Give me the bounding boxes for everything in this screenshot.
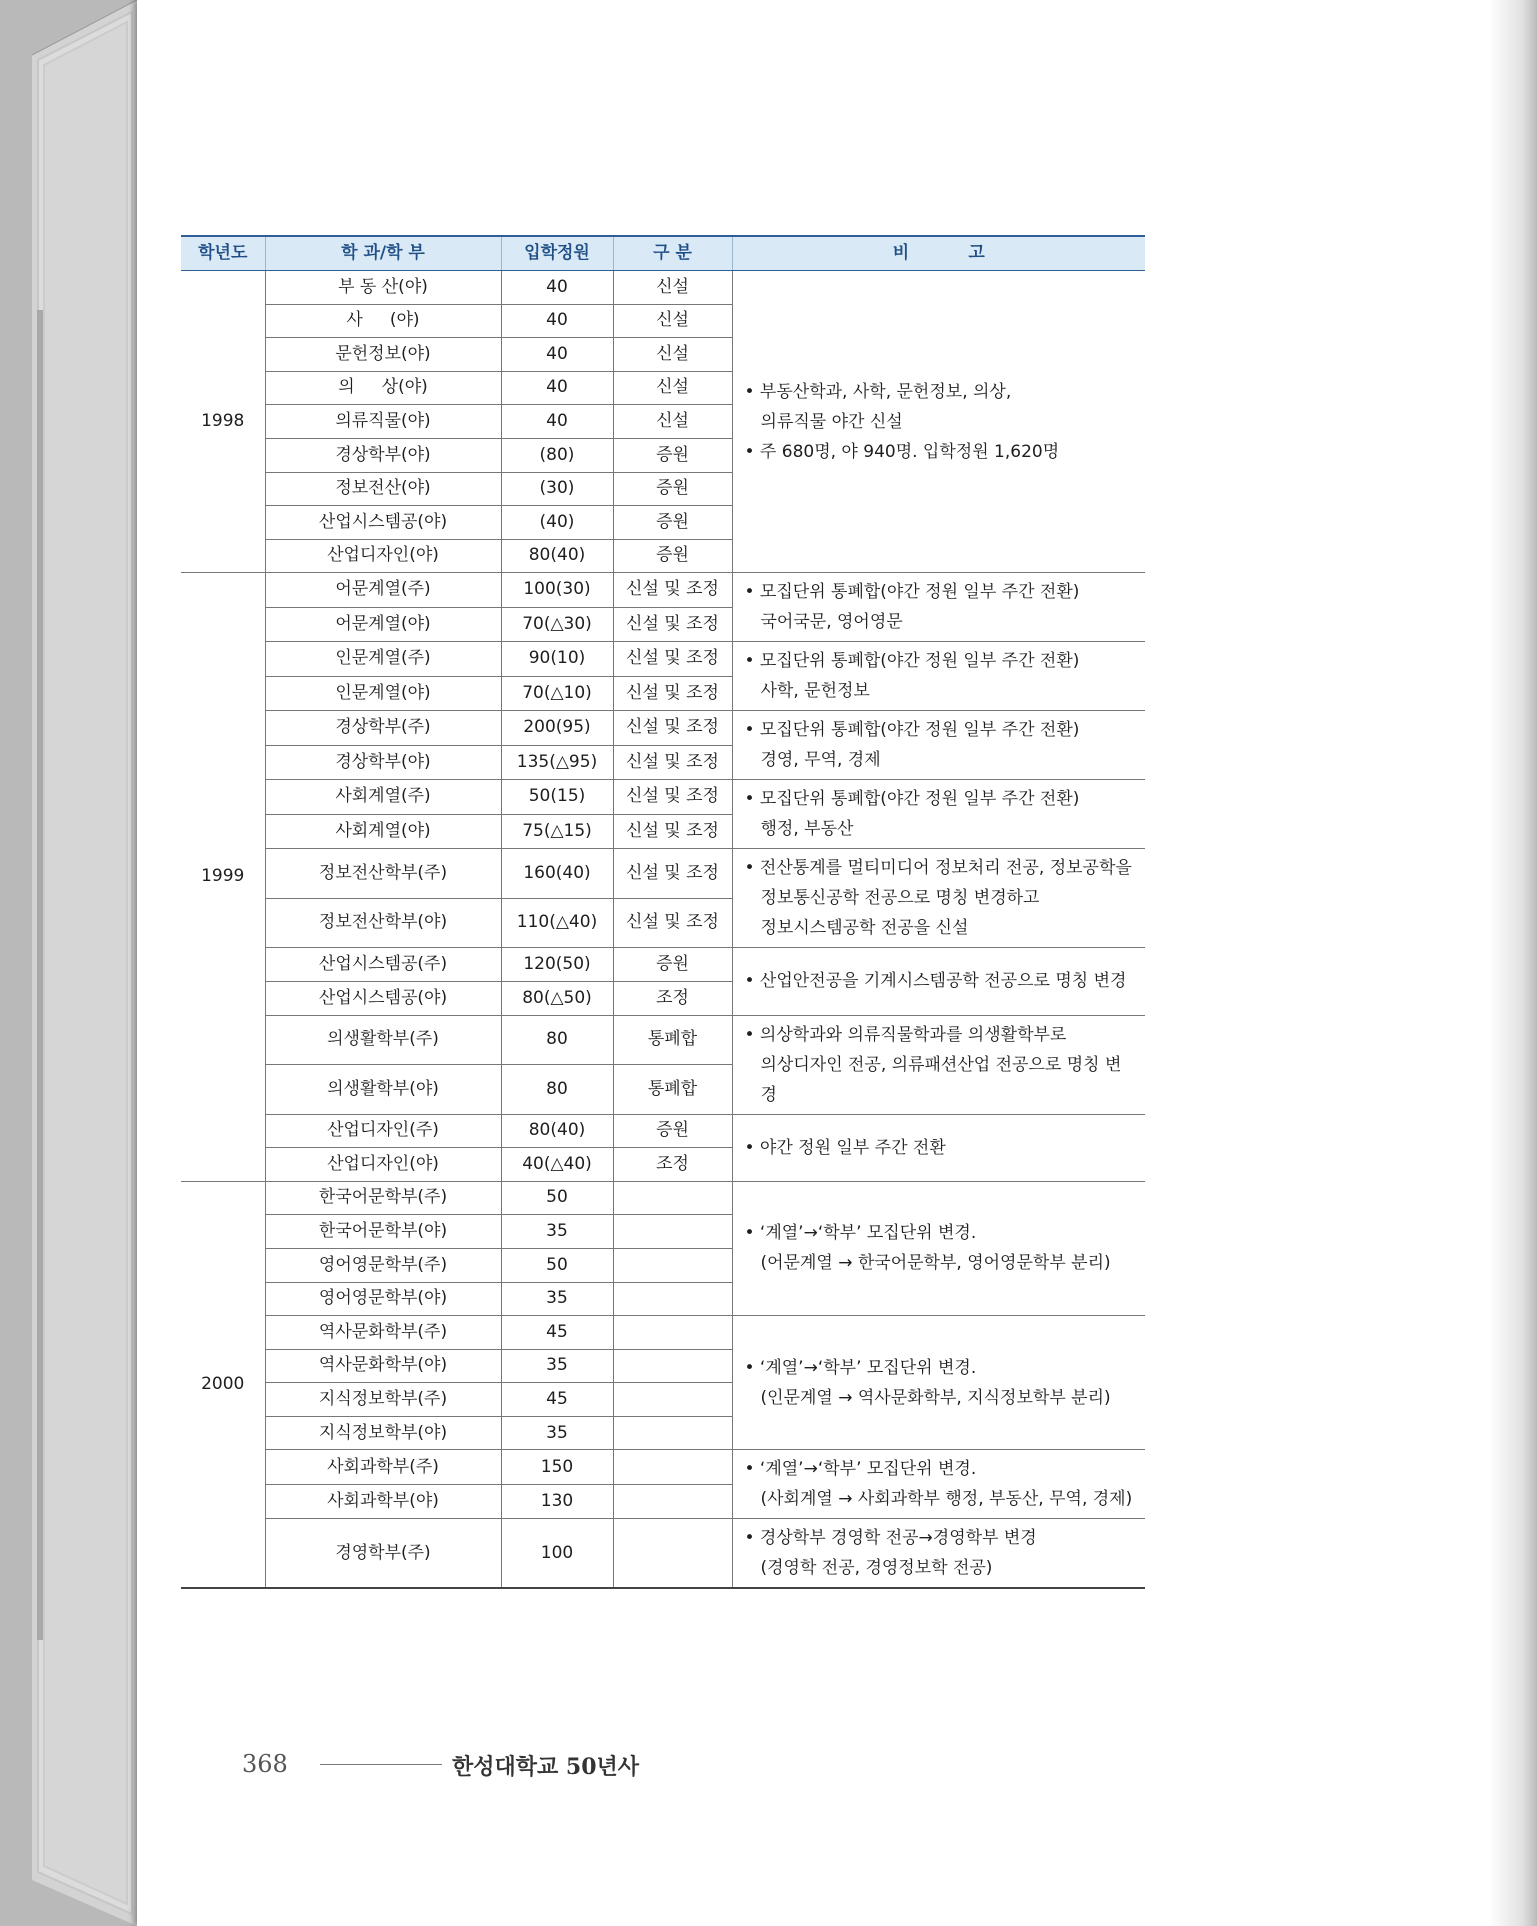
category-cell: 통폐합 [613, 1015, 732, 1065]
remarks-cell [732, 849, 1145, 948]
remarks-cell [732, 1015, 1145, 1114]
quota-cell: 80(40) [501, 1114, 613, 1148]
department-cell: 영어영문학부(주) [265, 1248, 501, 1282]
category-cell: 신설 및 조정 [613, 642, 732, 677]
year-cell: 2000 [181, 1181, 265, 1588]
remarks-line: • ‘계열’→‘학부’ 모집단위 변경. [744, 1459, 977, 1480]
page-stack-edge [32, 0, 142, 1926]
category-cell [613, 1349, 732, 1383]
category-cell: 증원 [613, 472, 732, 506]
quota-cell: 100 [501, 1519, 613, 1589]
remarks-line: • 전산통계를 멀티미디어 정보처리 전공, 정보공학을 [744, 858, 1132, 879]
quota-cell: 70(△30) [501, 607, 613, 642]
year-cell: 1999 [181, 573, 265, 1181]
quota-cell: 120(50) [501, 948, 613, 982]
remarks-line: • 모집단위 통폐합(야간 정원 일부 주간 전환) [744, 720, 1080, 741]
quota-cell: 50 [501, 1181, 613, 1215]
department-cell: 산업디자인(야) [265, 539, 501, 573]
category-cell: 신설 및 조정 [613, 745, 732, 780]
table-row [181, 948, 1145, 982]
remarks-cell [732, 271, 1145, 573]
quota-cell: 90(10) [501, 642, 613, 677]
department-cell: 역사문화학부(주) [265, 1316, 501, 1350]
quota-cell: 40 [501, 338, 613, 372]
category-cell [613, 1282, 732, 1316]
remarks-cell [732, 780, 1145, 849]
header-department: 학 과/학 부 [265, 236, 501, 271]
department-cell: 의생활학부(주) [265, 1015, 501, 1065]
category-cell [613, 1484, 732, 1519]
quota-cell: 80(△50) [501, 981, 613, 1015]
table-row [181, 1450, 1145, 1485]
department-cell: 인문계열(주) [265, 642, 501, 677]
remarks-cell [732, 1519, 1145, 1589]
header-category: 구 분 [613, 236, 732, 271]
remarks-line: 행정, 부동산 [760, 819, 854, 840]
quota-cell: 75(△15) [501, 814, 613, 849]
page-number: 368 [242, 1750, 288, 1778]
remarks-cell [732, 948, 1145, 1015]
quota-cell: 40 [501, 371, 613, 405]
remarks-line: 의상디자인 전공, 의류패션산업 전공으로 명칭 변경 [760, 1054, 1122, 1105]
department-cell: 어문계열(주) [265, 573, 501, 608]
category-cell: 신설 및 조정 [613, 676, 732, 711]
category-cell [613, 1248, 732, 1282]
quota-cell: 35 [501, 1282, 613, 1316]
table-row [181, 271, 1145, 305]
category-cell: 증원 [613, 948, 732, 982]
quota-cell: 35 [501, 1416, 613, 1450]
department-cell: 정보전산학부(주) [265, 849, 501, 899]
remarks-line: 의류직물 야간 신설 [760, 411, 903, 432]
category-cell: 신설 및 조정 [613, 573, 732, 608]
remarks-line: 정보통신공학 전공으로 명칭 변경하고 [760, 888, 1040, 909]
remarks-line: (어문계열 → 한국어문학부, 영어영문학부 분리) [760, 1253, 1111, 1274]
remarks-line: (경영학 전공, 경영정보학 전공) [760, 1558, 993, 1579]
remarks-line: • 산업안전공을 기계시스템공학 전공으로 명칭 변경 [744, 971, 1127, 992]
remarks-line: • ‘계열’→‘학부’ 모집단위 변경. [744, 1223, 977, 1244]
table-row [181, 711, 1145, 746]
table-row [181, 1181, 1145, 1215]
department-cell: 의류직물(야) [265, 405, 501, 439]
table-row [181, 1316, 1145, 1350]
category-cell: 증원 [613, 506, 732, 540]
category-cell [613, 1416, 732, 1450]
quota-cell: 50(15) [501, 780, 613, 815]
quota-cell: (80) [501, 438, 613, 472]
department-cell: 문헌정보(야) [265, 338, 501, 372]
quota-cell: (30) [501, 472, 613, 506]
category-cell [613, 1316, 732, 1350]
category-cell: 신설 및 조정 [613, 849, 732, 899]
remarks-line: (인문계열 → 역사문화학부, 지식정보학부 분리) [760, 1387, 1111, 1408]
department-cell: 의생활학부(야) [265, 1065, 501, 1115]
quota-cell: 80 [501, 1065, 613, 1115]
remarks-cell [732, 711, 1145, 780]
category-cell [613, 1215, 732, 1249]
department-cell: 인문계열(야) [265, 676, 501, 711]
remarks-line: • 모집단위 통폐합(야간 정원 일부 주간 전환) [744, 651, 1080, 672]
quota-cell: 80 [501, 1015, 613, 1065]
remarks-line: 경영, 무역, 경제 [760, 750, 881, 771]
remarks-line: • 주 680명, 야 940명. 입학정원 1,620명 [744, 441, 1060, 462]
department-cell: 사회과학부(야) [265, 1484, 501, 1519]
remarks-line: • 의상학과와 의류직물학과를 의생활학부로 [744, 1024, 1067, 1045]
department-cell: 경상학부(야) [265, 438, 501, 472]
remarks-line: 정보시스템공학 전공을 신설 [760, 918, 969, 939]
quota-cell: (40) [501, 506, 613, 540]
department-cell: 의 상(야) [265, 371, 501, 405]
category-cell: 조정 [613, 981, 732, 1015]
quota-cell: 70(△10) [501, 676, 613, 711]
quota-cell: 50 [501, 1248, 613, 1282]
category-cell [613, 1450, 732, 1485]
remarks-cell [732, 642, 1145, 711]
category-cell: 통폐합 [613, 1065, 732, 1115]
category-cell: 신설 및 조정 [613, 814, 732, 849]
quota-cell: 45 [501, 1316, 613, 1350]
department-cell: 산업시스템공(야) [265, 981, 501, 1015]
admission-quota-table-wrap [181, 235, 1145, 1589]
category-cell: 신설 [613, 405, 732, 439]
department-cell: 한국어문학부(주) [265, 1181, 501, 1215]
page-right-shade [1489, 0, 1537, 1926]
department-cell: 정보전산학부(야) [265, 898, 501, 948]
quota-cell: 160(40) [501, 849, 613, 899]
category-cell: 신설 [613, 271, 732, 305]
department-cell: 영어영문학부(야) [265, 1282, 501, 1316]
quota-cell: 130 [501, 1484, 613, 1519]
remarks-line: (사회계열 → 사회과학부 행정, 부동산, 무역, 경제) [760, 1489, 1133, 1510]
remarks-line: • 모집단위 통폐합(야간 정원 일부 주간 전환) [744, 789, 1080, 810]
quota-cell: 40 [501, 405, 613, 439]
department-cell: 지식정보학부(주) [265, 1383, 501, 1417]
category-cell: 증원 [613, 1114, 732, 1148]
department-cell: 사 (야) [265, 304, 501, 338]
department-cell: 사회계열(주) [265, 780, 501, 815]
category-cell: 신설 [613, 304, 732, 338]
remarks-cell [732, 573, 1145, 642]
category-cell: 증원 [613, 539, 732, 573]
department-cell: 경영학부(주) [265, 1519, 501, 1589]
category-cell: 신설 및 조정 [613, 711, 732, 746]
book-title: 한성대학교 50년사 [452, 1754, 640, 1780]
table-row [181, 1114, 1145, 1148]
department-cell: 산업시스템공(주) [265, 948, 501, 982]
department-cell: 산업디자인(주) [265, 1114, 501, 1148]
table-row [181, 573, 1145, 608]
quota-cell: 150 [501, 1450, 613, 1485]
quota-cell: 100(30) [501, 573, 613, 608]
table-body [181, 271, 1145, 1589]
table-header-row [181, 236, 1145, 271]
category-cell [613, 1519, 732, 1589]
category-cell [613, 1383, 732, 1417]
category-cell: 신설 [613, 338, 732, 372]
header-remarks: 비 고 [732, 236, 1145, 271]
remarks-cell [732, 1450, 1145, 1519]
department-cell: 산업시스템공(야) [265, 506, 501, 540]
remarks-cell [732, 1181, 1145, 1315]
table-row [181, 780, 1145, 815]
department-cell: 사회계열(야) [265, 814, 501, 849]
remarks-cell [732, 1316, 1145, 1450]
remarks-line: • 야간 정원 일부 주간 전환 [744, 1137, 946, 1158]
department-cell: 지식정보학부(야) [265, 1416, 501, 1450]
department-cell: 부 동 산(야) [265, 271, 501, 305]
header-quota: 입학정원 [501, 236, 613, 271]
category-cell: 신설 및 조정 [613, 607, 732, 642]
category-cell: 신설 및 조정 [613, 898, 732, 948]
department-cell: 경상학부(야) [265, 745, 501, 780]
quota-cell: 45 [501, 1383, 613, 1417]
remarks-line: • 부동산학과, 사학, 문헌정보, 의상, [744, 381, 1012, 402]
quota-cell: 200(95) [501, 711, 613, 746]
department-cell: 한국어문학부(야) [265, 1215, 501, 1249]
department-cell: 경상학부(주) [265, 711, 501, 746]
department-cell: 어문계열(야) [265, 607, 501, 642]
table-row [181, 1519, 1145, 1589]
footer-rule [320, 1764, 442, 1765]
table-row [181, 1015, 1145, 1065]
remarks-line: 국어국문, 영어영문 [760, 612, 903, 633]
category-cell [613, 1181, 732, 1215]
year-cell: 1998 [181, 271, 265, 573]
quota-cell: 40 [501, 304, 613, 338]
quota-cell: 40 [501, 271, 613, 305]
quota-cell: 110(△40) [501, 898, 613, 948]
admission-quota-table [181, 235, 1145, 1589]
department-cell: 역사문화학부(야) [265, 1349, 501, 1383]
header-year: 학년도 [181, 236, 265, 271]
remarks-line: • ‘계열’→‘학부’ 모집단위 변경. [744, 1357, 977, 1378]
quota-cell: 35 [501, 1215, 613, 1249]
category-cell: 증원 [613, 438, 732, 472]
category-cell: 조정 [613, 1148, 732, 1182]
quota-cell: 35 [501, 1349, 613, 1383]
department-cell: 산업디자인(야) [265, 1148, 501, 1182]
table-row [181, 849, 1145, 899]
quota-cell: 40(△40) [501, 1148, 613, 1182]
remarks-cell [732, 1114, 1145, 1181]
department-cell: 정보전산(야) [265, 472, 501, 506]
category-cell: 신설 [613, 371, 732, 405]
remarks-line: • 경상학부 경영학 전공→경영학부 변경 [744, 1528, 1037, 1549]
page-footer [242, 1750, 742, 1780]
quota-cell: 135(△95) [501, 745, 613, 780]
category-cell: 신설 및 조정 [613, 780, 732, 815]
remarks-line: • 모집단위 통폐합(야간 정원 일부 주간 전환) [744, 582, 1080, 603]
department-cell: 사회과학부(주) [265, 1450, 501, 1485]
table-row [181, 642, 1145, 677]
remarks-line: 사학, 문헌정보 [760, 681, 870, 702]
quota-cell: 80(40) [501, 539, 613, 573]
